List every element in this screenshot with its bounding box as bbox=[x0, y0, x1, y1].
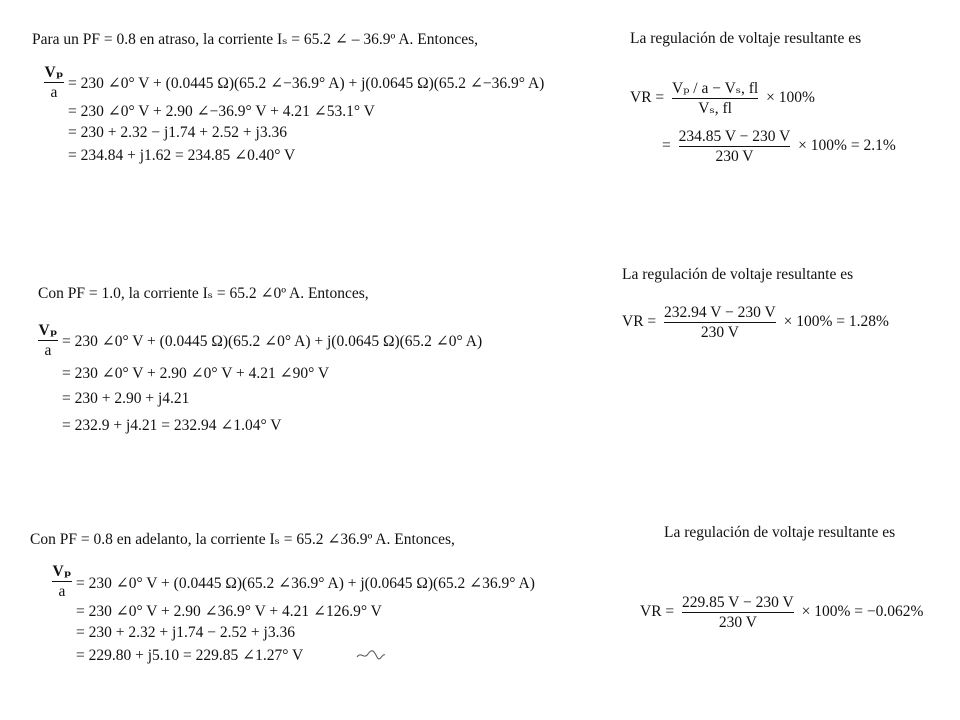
section2-vpa-fraction bbox=[38, 322, 58, 359]
section1-vr-formula bbox=[630, 80, 815, 117]
vr-equals: = bbox=[662, 137, 671, 155]
vr-result: × 100% = 2.1% bbox=[798, 137, 896, 155]
section1-line-4: = 234.84 + j1.62 = 234.85 ∠0.40° V bbox=[68, 147, 296, 164]
section3-vr-title: La regulación de voltaje resultante es bbox=[664, 524, 896, 541]
section3-vpa-fraction bbox=[52, 563, 72, 600]
vr-formula-numerator: Vₚ / a − Vₛ, fl bbox=[672, 80, 759, 97]
section3-intro: Con PF = 0.8 en adelanto, la corriente Iₛ = 65.2 ∠36.9º A. Entonces, bbox=[30, 531, 455, 548]
vpa-numerator: Vₚ bbox=[52, 563, 72, 580]
vr-numerator: 229.85 V − 230 V bbox=[682, 594, 794, 611]
section1-line-2: = 230 ∠0° V + 2.90 ∠−36.9° V + 4.21 ∠53.1° V bbox=[68, 103, 375, 120]
section2-line-3: = 230 + 2.90 + j4.21 bbox=[62, 390, 190, 407]
vpa-numerator: Vₚ bbox=[44, 64, 64, 81]
vr-denominator: 230 V bbox=[715, 148, 754, 165]
section3-line-2: = 230 ∠0° V + 2.90 ∠36.9° V + 4.21 ∠126.9° V bbox=[76, 603, 382, 620]
section1-line-3: = 230 + 2.32 − j1.74 + 2.52 + j3.36 bbox=[68, 124, 287, 141]
section3-line-1: = 230 ∠0° V + (0.0445 Ω)(65.2 ∠36.9° A) + j(0.0645 Ω)(65.2 ∠36.9° A) bbox=[76, 575, 535, 592]
vr-result: × 100% = 1.28% bbox=[783, 313, 889, 331]
vpa-denominator: a bbox=[58, 583, 66, 600]
section2-intro: Con PF = 1.0, la corriente Iₛ = 65.2 ∠0º A. Entonces, bbox=[38, 285, 369, 302]
section3-line-4: = 229.80 + j5.10 = 229.85 ∠1.27° V bbox=[76, 647, 304, 664]
section3-vr-calc bbox=[640, 594, 923, 631]
vr-label: VR = bbox=[630, 89, 665, 107]
section1-line-1: = 230 ∠0° V + (0.0445 Ω)(65.2 ∠−36.9° A) + j(0.0645 Ω)(65.2 ∠−36.9° A) bbox=[68, 75, 545, 92]
vpa-numerator: Vₚ bbox=[38, 322, 58, 339]
vr-numerator: 232.94 V − 230 V bbox=[664, 304, 776, 321]
vr-formula-denominator: Vₛ, fl bbox=[698, 100, 732, 117]
vr-denominator: 230 V bbox=[718, 614, 757, 631]
handwritten-mark bbox=[356, 648, 386, 664]
section2-vr-title: La regulación de voltaje resultante es bbox=[622, 266, 854, 283]
vr-denominator: 230 V bbox=[700, 324, 739, 341]
vr-label: VR = bbox=[640, 603, 675, 621]
section2-line-1: = 230 ∠0° V + (0.0445 Ω)(65.2 ∠0° A) + j(0.0645 Ω)(65.2 ∠0° A) bbox=[62, 333, 483, 350]
section3-line-3: = 230 + 2.32 + j1.74 − 2.52 + j3.36 bbox=[76, 624, 295, 641]
vr-label: VR = bbox=[622, 313, 657, 331]
vpa-denominator: a bbox=[50, 84, 58, 101]
section2-line-2: = 230 ∠0° V + 2.90 ∠0° V + 4.21 ∠90° V bbox=[62, 365, 330, 382]
vpa-denominator: a bbox=[44, 342, 52, 359]
vr-result: × 100% = −0.062% bbox=[801, 603, 924, 621]
section1-intro: Para un PF = 0.8 en atraso, la corriente Iₛ = 65.2 ∠ – 36.9º A. Entonces, bbox=[32, 31, 478, 48]
section1-vr-calc bbox=[662, 128, 896, 165]
section2-line-4: = 232.9 + j4.21 = 232.94 ∠1.04° V bbox=[62, 417, 282, 434]
section2-vr-calc bbox=[622, 304, 889, 341]
vr-numerator: 234.85 V − 230 V bbox=[678, 128, 791, 145]
section1-vpa-fraction bbox=[44, 64, 64, 101]
vr-times: × 100% bbox=[766, 89, 815, 107]
section1-vr-title: La regulación de voltaje resultante es bbox=[630, 30, 862, 47]
